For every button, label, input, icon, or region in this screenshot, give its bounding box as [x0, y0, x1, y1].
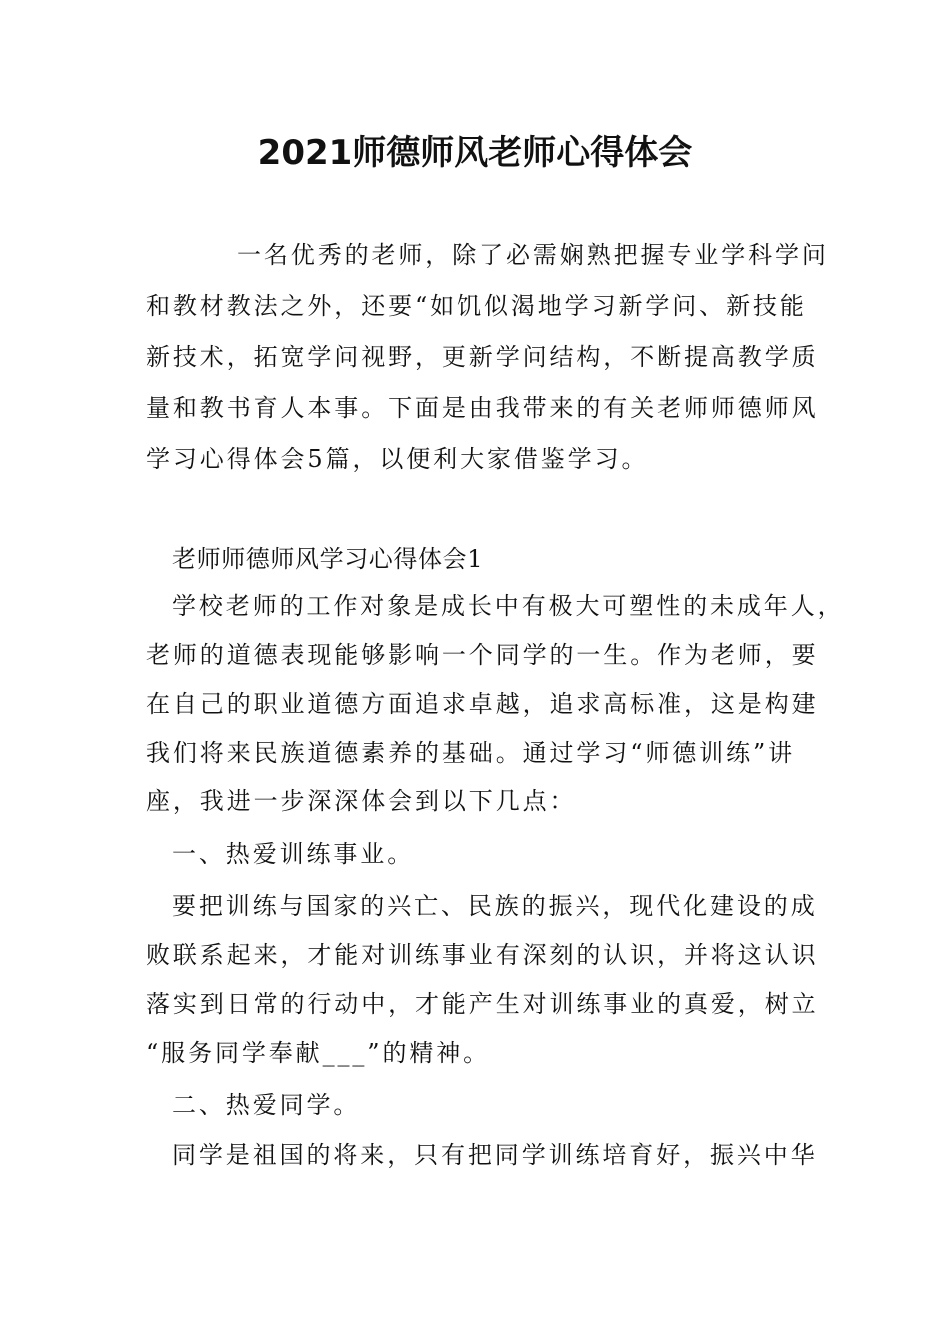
body-line: 座，我进一步深深体会到以下几点：: [146, 787, 577, 815]
body-line: “服务同学奉献___”的精神。: [146, 1039, 491, 1067]
intro-line: 和教材教法之外，还要“如饥似渴地学习新学问、新技能: [146, 292, 807, 320]
section-heading: 老师师德师风学习心得体会1: [172, 545, 484, 573]
body-line: 要把训练与国家的兴亡、民族的振兴，现代化建设的成: [172, 892, 818, 920]
intro-line: 一名优秀的老师，除了必需娴熟把握专业学科学问: [237, 241, 829, 269]
body-line: 老师的道德表现能够影响一个同学的一生。作为老师，要: [146, 641, 819, 669]
body-line: 在自己的职业道德方面追求卓越，追求高标准，这是构建: [146, 690, 819, 718]
body-line: 我们将来民族道德素养的基础。通过学习“师德训练”讲: [146, 739, 796, 767]
intro-line: 新技术，拓宽学问视野，更新学问结构，不断提高教学质: [146, 343, 819, 371]
document-title: 2021师德师风老师心得体会: [257, 133, 693, 173]
point-heading: 一、热爱训练事业。: [172, 840, 415, 868]
body-line: 败联系起来，才能对训练事业有深刻的认识，并将这认识: [146, 941, 819, 969]
point-heading: 二、热爱同学。: [172, 1091, 361, 1119]
intro-line: 量和教书育人本事。下面是由我带来的有关老师师德师风: [146, 394, 819, 422]
intro-line: 学习心得体会5篇，以便利大家借鉴学习。: [146, 445, 649, 473]
body-line: 落实到日常的行动中，才能产生对训练事业的真爱，树立: [146, 990, 819, 1018]
body-line: 同学是祖国的将来，只有把同学训练培育好，振兴中华: [172, 1141, 818, 1169]
body-line: 学校老师的工作对象是成长中有极大可塑性的未成年人，: [172, 592, 845, 620]
